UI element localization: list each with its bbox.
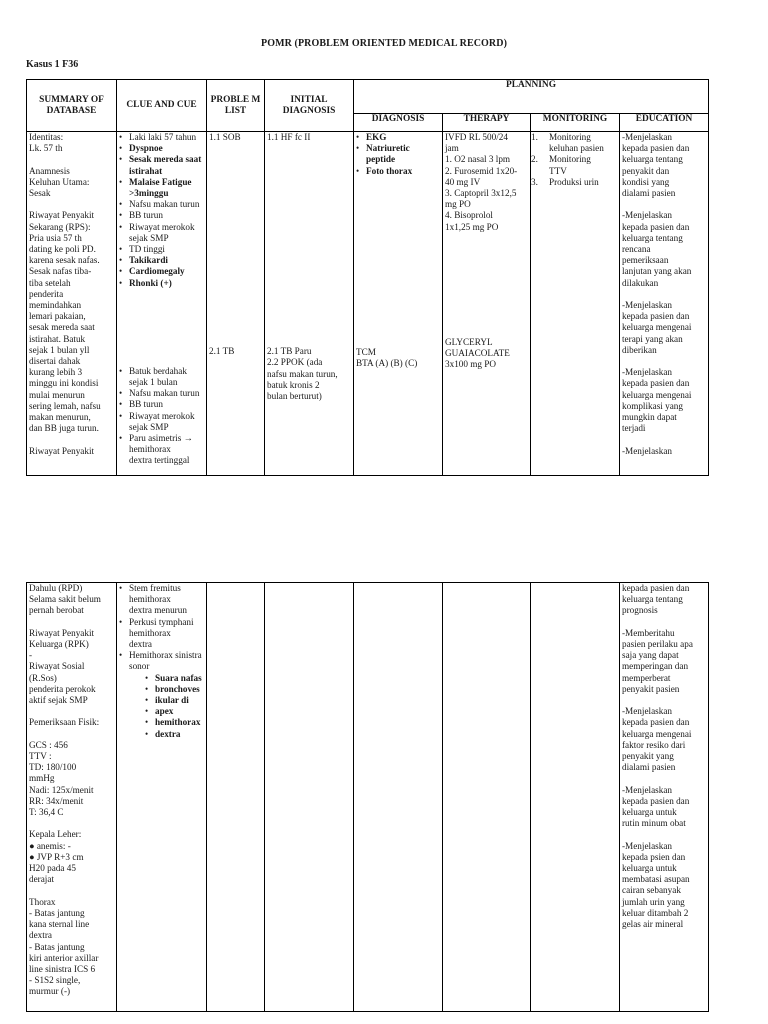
bullet-icon: • xyxy=(119,221,123,232)
summary-line: pernah berobat xyxy=(29,605,84,616)
clue-item xyxy=(119,143,204,154)
summary-line: kiri anterior axillar xyxy=(29,952,99,963)
summary-line: makan menurun, xyxy=(29,412,91,423)
education-line: keluarga tentang xyxy=(622,232,683,243)
education-line: -Menjelaskan xyxy=(622,784,673,795)
bullet-icon: • xyxy=(119,199,123,210)
clue-item-text: Cardiomegaly xyxy=(129,266,185,277)
summary-line: - Batas jantung xyxy=(29,941,85,952)
therapy-line: jam xyxy=(445,143,459,154)
education-line: kepada pasien dan xyxy=(622,311,690,322)
summary-line: Sesak nafas tiba- xyxy=(29,266,92,277)
summary-line: kana sternal line xyxy=(29,919,90,930)
education-line: faktor resiko dari xyxy=(622,739,686,750)
monitoring-number: 2. xyxy=(531,154,538,165)
clue-item-text: BB turun xyxy=(129,399,163,410)
education-line: diberikan xyxy=(622,344,657,355)
clue-item-text: Batuk berdahak xyxy=(129,365,187,376)
education-line xyxy=(622,199,706,210)
header-planning: PLANNING xyxy=(354,80,709,114)
education-line: penyakit yang xyxy=(622,751,674,762)
header-education: EDUCATION xyxy=(620,114,709,132)
bullet-icon: • xyxy=(356,143,360,154)
clue-item-text: istirahat xyxy=(129,165,163,176)
summary-line: Sekarang (RPS): xyxy=(29,221,91,232)
clue-item xyxy=(119,583,204,594)
summary-line: sesak mereda saat xyxy=(29,322,95,333)
clue-item-text: dextra tertinggal xyxy=(129,455,190,466)
summary-line: - Batas jantung xyxy=(29,907,85,918)
clue-subitem-text: ikular di xyxy=(155,695,189,706)
monitoring-number: 3. xyxy=(531,176,538,187)
bullet-icon: • xyxy=(119,132,123,142)
education-line: kepada pasien dan xyxy=(622,583,690,593)
problem-cell-p1 xyxy=(207,132,265,476)
clue-item-text: Stem fremitus xyxy=(129,583,181,593)
education-line: keluarga untuk xyxy=(622,807,677,818)
education-line: jumlah urin yang xyxy=(622,896,685,907)
education-line: -Memberitahu xyxy=(622,627,675,638)
education-line: dialami pasien xyxy=(622,188,676,199)
education-cell-p2 xyxy=(620,583,709,1012)
clue-item xyxy=(119,266,204,277)
education-line: pemeriksaan xyxy=(622,255,669,266)
education-line: penyakit dan xyxy=(622,165,670,176)
education-line: keluarga mengenai xyxy=(622,389,692,400)
education-line xyxy=(622,695,706,706)
bullet-icon: • xyxy=(356,132,360,142)
clue-item-text: sejak SMP xyxy=(129,232,169,243)
diagnosis-line: BTA (A) (B) (C) xyxy=(356,358,418,369)
bullet-icon: • xyxy=(145,728,149,739)
summary-line: H20 pada 45 xyxy=(29,863,76,874)
clue-item xyxy=(119,255,204,266)
clue-item xyxy=(129,594,204,605)
bullet-icon: • xyxy=(119,365,123,376)
bullet-icon: • xyxy=(119,266,123,277)
clue-item-text: Sesak mereda saat xyxy=(129,154,202,165)
education-line: -Menjelaskan xyxy=(622,706,673,717)
clue-item-text: dextra xyxy=(129,639,152,650)
summary-line xyxy=(29,617,114,628)
education-line: keluarga mengenai xyxy=(622,322,692,333)
therapy-cell-p2 xyxy=(443,583,531,1012)
clue-subitem xyxy=(145,717,204,728)
summary-line: TD: 180/100 xyxy=(29,762,77,773)
therapy-line: GUAIACOLATE xyxy=(445,348,510,359)
bullet-icon: • xyxy=(119,176,123,187)
clue-item-text: hemithorax xyxy=(129,444,171,455)
summary-line: Lk. 57 th xyxy=(29,143,63,154)
education-line: rutin minum obat xyxy=(622,818,686,829)
education-line xyxy=(622,289,706,300)
monitoring-line: keluhan pasien xyxy=(549,143,604,154)
bullet-icon: • xyxy=(119,650,123,661)
education-line: keluarga tentang xyxy=(622,594,683,605)
header-diagnosis: DIAGNOSIS xyxy=(354,114,443,132)
clue-item-text: Hemithorax sinistra xyxy=(129,650,202,661)
monitoring-item xyxy=(531,154,617,176)
clue-item-text: sejak SMP xyxy=(129,421,169,432)
clue-item-text: Malaise Fatigue xyxy=(129,176,192,187)
education-line: mungkin dapat xyxy=(622,412,677,423)
summary-line: - S1S2 single, xyxy=(29,975,81,986)
header-monitoring: MONITORING xyxy=(531,114,620,132)
diagnosis-item xyxy=(356,132,440,143)
clue-item xyxy=(129,661,204,672)
monitoring-line: Monitoring xyxy=(549,132,591,142)
clue-item-text: Paru asimetris → xyxy=(129,433,193,444)
therapy-cell-p1 xyxy=(443,132,531,476)
clue-item-text: TD tinggi xyxy=(129,244,165,255)
initial-diagnosis-line: batuk kronis 2 xyxy=(267,379,320,390)
clue-item xyxy=(119,210,204,221)
summary-line: sejak 1 bulan yll xyxy=(29,344,90,355)
clue-subitem xyxy=(145,695,204,706)
summary-line: Dahulu (RPD) xyxy=(29,583,83,593)
header-problem-list: PROBLE M LIST xyxy=(207,80,265,132)
diagnosis-cell-p1 xyxy=(354,132,443,476)
bullet-icon: • xyxy=(356,165,360,176)
monitoring-cell-p2 xyxy=(531,583,620,1012)
summary-line: line sinistra ICS 6 xyxy=(29,963,96,974)
monitoring-line: TTV xyxy=(549,165,567,176)
education-line xyxy=(622,356,706,367)
clue-item xyxy=(129,605,204,616)
clue-item-text: Dyspnoe xyxy=(129,143,163,154)
summary-line: kurang lebih 3 xyxy=(29,367,83,378)
clue-item xyxy=(129,188,204,199)
clue-subitem-text: dextra xyxy=(155,728,181,739)
diagnosis-item-text: Natriuretic peptide xyxy=(366,143,410,165)
education-line: -Menjelaskan xyxy=(622,445,673,456)
clue-item xyxy=(119,199,204,210)
summary-line: Nadi: 125x/menit xyxy=(29,784,94,795)
education-line: kepada psien dan xyxy=(622,851,686,862)
monitoring-number: 1. xyxy=(531,132,538,142)
clue-subitem xyxy=(145,728,204,740)
clue-item xyxy=(119,388,204,399)
summary-line: mmHg xyxy=(29,773,55,784)
clue-item-text: Riwayat merokok xyxy=(129,221,195,232)
education-line: cairan sebanyak xyxy=(622,885,681,896)
monitoring-line: Produksi urin xyxy=(549,176,599,187)
summary-line: Riwayat Sosial xyxy=(29,661,85,672)
clue-cell-p1 xyxy=(117,132,207,476)
summary-line: istirahat. Batuk xyxy=(29,333,86,344)
education-line: -Menjelaskan xyxy=(622,210,673,221)
summary-cell-p1 xyxy=(27,132,117,476)
education-line: keluar ditambah 2 xyxy=(622,907,689,918)
education-line: memperberat xyxy=(622,672,671,683)
monitoring-item xyxy=(531,132,617,154)
clue-item-text: hemithorax xyxy=(129,594,171,605)
education-line: kepada pasien dan xyxy=(622,717,690,728)
summary-line: Thorax xyxy=(29,896,56,907)
summary-line: memindahkan xyxy=(29,300,82,311)
summary-line xyxy=(29,885,114,896)
summary-line: Identitas: xyxy=(29,132,64,142)
monitoring-cell-p1 xyxy=(531,132,620,476)
summary-line: dextra xyxy=(29,930,52,941)
summary-line xyxy=(29,434,114,445)
bullet-icon: • xyxy=(119,277,123,288)
clue-item xyxy=(119,650,204,661)
summary-line: aktif sejak SMP xyxy=(29,695,88,706)
problem-1: 1.1 SOB xyxy=(209,132,241,142)
summary-line: Pemeriksaan Fisik: xyxy=(29,717,100,728)
initial-diagnosis-1: 1.1 HF fc II xyxy=(267,132,311,142)
education-line: keluarga mengenai xyxy=(622,728,692,739)
bullet-icon: • xyxy=(145,706,149,717)
clue-item-text: Nafsu makan turun xyxy=(129,388,200,399)
clue-item-text: >3minggu xyxy=(129,188,169,199)
education-line: keluarga untuk xyxy=(622,863,677,874)
summary-line: Sesak xyxy=(29,188,51,199)
therapy-line: mg PO xyxy=(445,199,471,210)
problem-cell-p2 xyxy=(207,583,265,1012)
clue-item-text: dextra menurun xyxy=(129,605,187,616)
education-line: lanjutan yang akan xyxy=(622,266,692,277)
initial-cell-p2 xyxy=(265,583,354,1012)
initial-diagnosis-line: 2.2 PPOK (ada xyxy=(267,357,323,368)
diagnosis-item-text: EKG xyxy=(366,132,387,142)
bullet-icon: • xyxy=(145,695,149,706)
bullet-icon: • xyxy=(119,255,123,266)
education-line: pasien perilaku apa xyxy=(622,639,693,650)
education-line: -Menjelaskan xyxy=(622,367,673,378)
bullet-icon: • xyxy=(145,683,149,694)
summary-line: Riwayat Penyakit xyxy=(29,210,95,221)
education-line: keluarga tentang xyxy=(622,154,683,165)
bullet-icon: • xyxy=(145,672,149,683)
clue-item xyxy=(119,154,204,165)
education-line: kondisi yang xyxy=(622,176,670,187)
clue-item-text: sonor xyxy=(129,661,150,672)
summary-line: - xyxy=(29,650,33,661)
education-line: terjadi xyxy=(622,423,646,434)
summary-line: mulai menurun xyxy=(29,389,85,400)
summary-line: murmur (-) xyxy=(29,986,71,997)
summary-line: derajat xyxy=(29,874,54,885)
clue-item xyxy=(119,616,204,628)
therapy-line: 2. Furosemid 1x20- xyxy=(445,165,518,176)
bullet-icon: • xyxy=(119,616,123,627)
therapy-line: 1. O2 nasal 3 lpm xyxy=(445,154,511,165)
education-line xyxy=(622,617,706,628)
education-line xyxy=(622,773,706,784)
summary-line: penderita perokok xyxy=(29,683,96,694)
clue-subitem-text: Suara nafas xyxy=(155,672,202,683)
header-initial-diagnosis: INITIAL DIAGNOSIS xyxy=(265,80,354,132)
clue-item-text: hemithorax xyxy=(129,627,171,638)
summary-line: karena sesak nafas. xyxy=(29,255,100,266)
summary-line: ● anemis: - xyxy=(29,840,71,851)
summary-line: TTV : xyxy=(29,751,52,762)
clue-item xyxy=(129,455,204,466)
monitoring-line: Monitoring xyxy=(549,154,591,165)
initial-cell-p1 xyxy=(265,132,354,476)
education-line: komplikasi yang xyxy=(622,400,683,411)
education-line: -Menjelaskan xyxy=(622,132,673,142)
summary-line xyxy=(29,706,114,717)
clue-item-text: Riwayat merokok xyxy=(129,410,195,421)
clue-item xyxy=(119,221,204,233)
summary-line: lemari pakaian, xyxy=(29,311,86,322)
bullet-icon: • xyxy=(119,388,123,399)
summary-line: Kepala Leher: xyxy=(29,829,82,840)
clue-item-text: Nafsu makan turun xyxy=(129,199,200,210)
diagnosis-line: TCM xyxy=(356,346,376,357)
clue-item xyxy=(119,277,204,289)
summary-line: T: 36,4 C xyxy=(29,807,64,818)
education-line: prognosis xyxy=(622,605,658,616)
summary-line: Pria usia 57 th xyxy=(29,232,82,243)
clue-item-text: Perkusi tymphani xyxy=(129,616,194,627)
case-label: Kasus 1 F36 xyxy=(26,59,79,70)
education-line: dialami pasien xyxy=(622,762,676,773)
summary-line: Riwayat Penyakit xyxy=(29,627,95,638)
bullet-icon: • xyxy=(119,410,123,421)
monitoring-item xyxy=(531,176,617,188)
clue-subitem xyxy=(145,706,204,717)
clue-item xyxy=(119,176,204,188)
bullet-icon: • xyxy=(119,143,123,154)
summary-line: Anamnesis xyxy=(29,165,70,176)
header-therapy: THERAPY xyxy=(443,114,531,132)
summary-line xyxy=(29,154,114,165)
pomr-table-page-1 xyxy=(26,79,709,476)
clue-item xyxy=(119,244,204,255)
bullet-icon: • xyxy=(119,154,123,165)
clue-item xyxy=(119,410,204,422)
clue-subitem xyxy=(145,683,204,695)
clue-item-text: Rhonki (+) xyxy=(129,277,172,288)
bullet-icon: • xyxy=(119,210,123,221)
summary-cell-p2 xyxy=(27,583,117,1012)
therapy-line: 3. Captopril 3x12,5 xyxy=(445,188,517,199)
initial-diagnosis-line: nafsu makan turun, xyxy=(267,368,338,379)
education-line: gelas air mineral xyxy=(622,919,684,930)
therapy-line: 4. Bisoprolol xyxy=(445,210,493,221)
summary-line: Keluarga (RPK) xyxy=(29,639,89,650)
summary-line: Keluhan Utama: xyxy=(29,176,90,187)
education-line: saja yang dapat xyxy=(622,650,679,661)
therapy-line: 3x100 mg PO xyxy=(445,359,497,370)
education-line: rencana xyxy=(622,244,651,255)
header-clue: CLUE AND CUE xyxy=(117,80,207,132)
summary-line: tiba setelah xyxy=(29,277,71,288)
clue-item xyxy=(129,233,204,244)
education-line: -Menjelaskan xyxy=(622,840,673,851)
document-title: POMR (PROBLEM ORIENTED MEDICAL RECORD) xyxy=(260,38,508,49)
pomr-table-page-2 xyxy=(26,582,709,1012)
therapy-line: IVFD RL 500/24 xyxy=(445,132,508,142)
summary-line: Selama sakit belum xyxy=(29,594,101,605)
summary-line: RR: 34x/menit xyxy=(29,795,84,806)
initial-diagnosis-line: 2.1 TB Paru xyxy=(267,346,312,357)
summary-line: GCS : 456 xyxy=(29,739,68,750)
education-line xyxy=(622,829,706,840)
bullet-icon: • xyxy=(119,399,123,410)
summary-line: penderita xyxy=(29,288,64,299)
clue-item xyxy=(129,444,204,455)
education-line: kepada pasien dan xyxy=(622,221,690,232)
clue-item-text: BB turun xyxy=(129,210,163,221)
clue-item xyxy=(129,639,204,650)
clue-subitem xyxy=(145,672,204,684)
clue-subitem-text: apex xyxy=(155,706,174,717)
therapy-line: 40 mg IV xyxy=(445,176,481,187)
clue-item xyxy=(119,433,204,444)
summary-line: (R.Sos) xyxy=(29,672,57,683)
clue-subitem-text: bronchoves xyxy=(155,683,200,694)
education-line: terapi yang akan xyxy=(622,333,683,344)
header-summary: SUMMARY OF DATABASE xyxy=(27,80,117,132)
education-line: membatasi asupan xyxy=(622,874,690,885)
clue-item-text: Laki laki 57 tahun xyxy=(129,132,197,142)
education-line: kepada pasien dan xyxy=(622,795,690,806)
summary-line: disertai dahak xyxy=(29,356,81,367)
summary-line: minggu ini kondisi xyxy=(29,378,99,389)
bullet-icon: • xyxy=(119,433,123,444)
problem-2: 2.1 TB xyxy=(209,346,235,357)
summary-line: Riwayat Penyakit xyxy=(29,445,95,456)
clue-item xyxy=(129,166,204,177)
clue-item xyxy=(129,628,204,639)
summary-line xyxy=(29,818,114,829)
bullet-icon: • xyxy=(119,244,123,255)
initial-diagnosis-line: bulan berturut) xyxy=(267,391,322,402)
clue-item xyxy=(119,365,204,377)
therapy-line: GLYCERYL xyxy=(445,336,493,347)
clue-item-text: sejak 1 bulan xyxy=(129,377,178,388)
education-line xyxy=(622,434,706,445)
summary-line: dan BB juga turun. xyxy=(29,423,99,434)
education-line: penyakit pasien xyxy=(622,683,680,694)
summary-line xyxy=(29,729,114,740)
clue-item xyxy=(129,422,204,433)
clue-item xyxy=(119,132,204,143)
bullet-icon: • xyxy=(145,717,149,728)
summary-line: dating ke poli PD. xyxy=(29,244,96,255)
clue-cell-p2 xyxy=(117,583,207,1012)
clue-item xyxy=(129,377,204,388)
clue-item xyxy=(119,399,204,410)
education-line: kepada pasien dan xyxy=(622,378,690,389)
education-line: dilakukan xyxy=(622,277,659,288)
diagnosis-item xyxy=(356,165,440,177)
therapy-line: 1x1,25 mg PO xyxy=(445,221,499,232)
education-cell-p1 xyxy=(620,132,709,476)
education-line: -Menjelaskan xyxy=(622,300,673,311)
summary-line xyxy=(29,199,114,210)
bullet-icon: • xyxy=(119,583,123,593)
diagnosis-cell-p2 xyxy=(354,583,443,1012)
education-line: memperingan dan xyxy=(622,661,689,672)
summary-line: sering lemah, nafsu xyxy=(29,400,101,411)
education-line: kepada pasien dan xyxy=(622,143,690,154)
diagnosis-item xyxy=(356,143,440,165)
clue-subitem-text: hemithorax xyxy=(155,717,201,728)
diagnosis-item-text: Foto thorax xyxy=(366,165,413,176)
clue-item-text: Takikardi xyxy=(129,255,168,266)
summary-line: ● JVP R+3 cm xyxy=(29,851,84,862)
